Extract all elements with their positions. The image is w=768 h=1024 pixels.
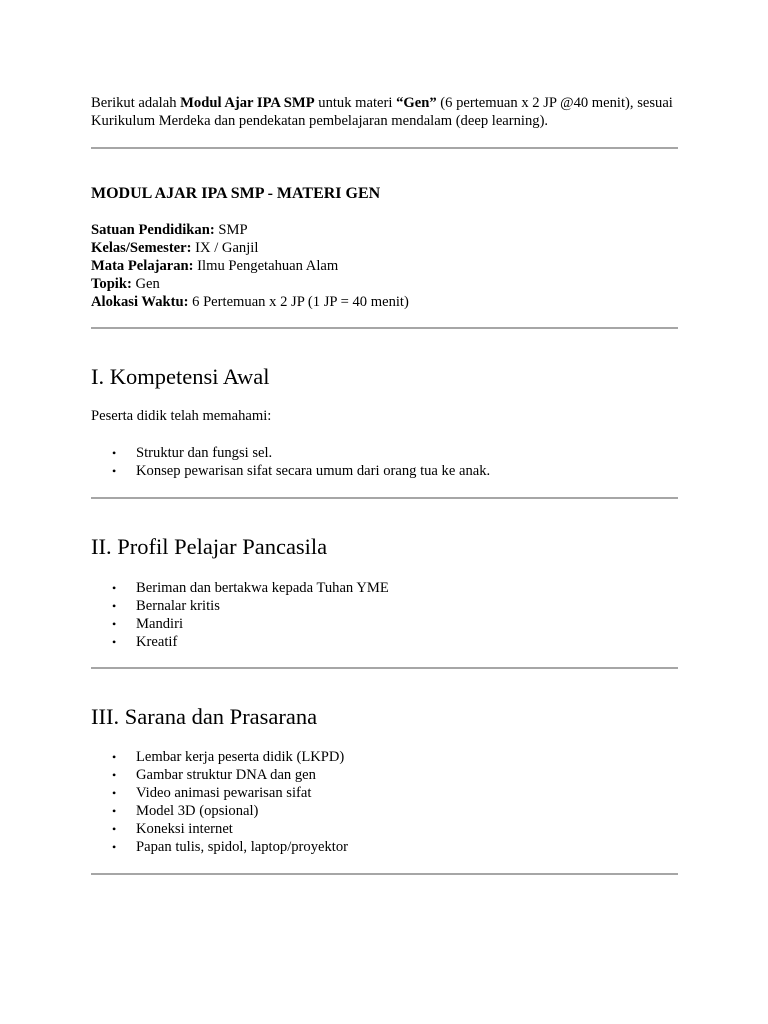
identity-label: Kelas/Semester: bbox=[91, 240, 192, 256]
intro-mid: untuk materi bbox=[314, 95, 397, 111]
identity-label: Mata Pelajaran: bbox=[91, 258, 194, 274]
identity-label: Alokasi Waktu: bbox=[91, 294, 189, 310]
section-heading-kompetensi-awal: I. Kompetensi Awal bbox=[91, 364, 270, 389]
identity-label: Topik: bbox=[91, 276, 132, 292]
module-identity-list bbox=[91, 221, 409, 311]
identity-value: 6 Pertemuan x 2 JP (1 JP = 40 menit) bbox=[188, 294, 409, 310]
kompetensi-awal-list bbox=[91, 444, 490, 480]
profil-pelajar-list bbox=[91, 579, 389, 651]
list-item: • Gambar struktur DNA dan gen bbox=[91, 766, 348, 784]
list-item: • Bernalar kritis bbox=[91, 597, 389, 615]
intro-paragraph bbox=[91, 94, 679, 130]
list-item: • Lembar kerja peserta didik (LKPD) bbox=[91, 748, 348, 766]
identity-row bbox=[91, 239, 409, 257]
list-item: • Video animasi pewarisan sifat bbox=[91, 784, 348, 802]
list-item: • Koneksi internet bbox=[91, 820, 348, 838]
module-title: MODUL AJAR IPA SMP - MATERI GEN bbox=[91, 185, 381, 202]
horizontal-rule bbox=[91, 667, 678, 669]
identity-value: IX / Ganjil bbox=[191, 240, 259, 256]
identity-row bbox=[91, 293, 409, 311]
horizontal-rule bbox=[91, 873, 678, 875]
intro-topic: “Gen” bbox=[396, 95, 437, 111]
identity-row bbox=[91, 257, 409, 275]
intro-suffix: (6 pertemuan x 2 JP @40 menit), sesuai Kurikulum Merdeka dan pendekatan pembelajaran mendalam (deep learning). bbox=[91, 95, 673, 129]
section-heading-sarana-prasarana: III. Sarana dan Prasarana bbox=[91, 704, 318, 729]
identity-value: Ilmu Pengetahuan Alam bbox=[193, 258, 339, 274]
intro-prefix: Berikut adalah bbox=[91, 95, 181, 111]
list-item: • Papan tulis, spidol, laptop/proyektor bbox=[91, 838, 348, 856]
identity-row bbox=[91, 221, 409, 239]
identity-row bbox=[91, 275, 409, 293]
list-item: • Beriman dan bertakwa kepada Tuhan YME bbox=[91, 579, 389, 597]
list-item: • Struktur dan fungsi sel. bbox=[91, 444, 490, 462]
horizontal-rule bbox=[91, 147, 678, 149]
section-heading-profil-pelajar: II. Profil Pelajar Pancasila bbox=[91, 534, 328, 559]
horizontal-rule bbox=[91, 497, 678, 499]
identity-label: Satuan Pendidikan: bbox=[91, 222, 215, 238]
list-item: • Model 3D (opsional) bbox=[91, 802, 348, 820]
sarana-prasarana-list bbox=[91, 748, 348, 856]
identity-value: Gen bbox=[131, 276, 160, 292]
list-item: • Mandiri bbox=[91, 615, 389, 633]
horizontal-rule bbox=[91, 327, 678, 329]
list-item: • Kreatif bbox=[91, 633, 389, 651]
intro-module-name: Modul Ajar IPA SMP bbox=[180, 95, 315, 111]
section-intro-text: Peserta didik telah memahami: bbox=[91, 408, 272, 424]
identity-value: SMP bbox=[214, 222, 248, 238]
list-item: • Konsep pewarisan sifat secara umum dari orang tua ke anak. bbox=[91, 462, 490, 480]
